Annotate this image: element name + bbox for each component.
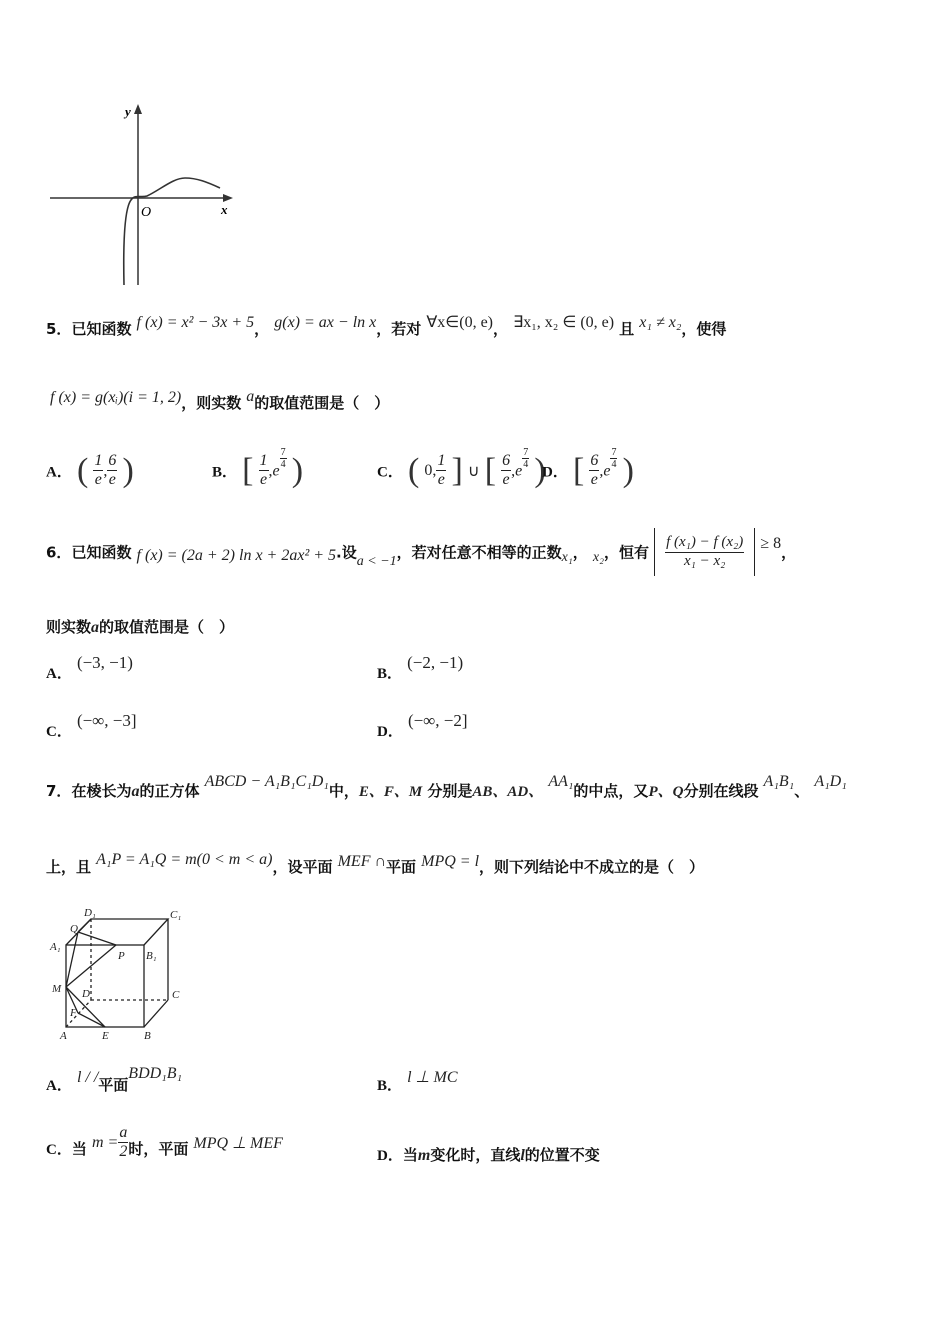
exp-7-4: $\frac{7}{4}$: [523, 446, 529, 471]
q5-f-def: f (x) = x² − 3x + 5: [136, 314, 255, 331]
paren-right: ): [291, 451, 304, 489]
comma: ,: [599, 462, 604, 480]
q6-sep: ，: [572, 543, 588, 562]
q6-difference-quotient: $\frac{\text{f (x₁) − f (x₂)}}{\text{x₁ − x₂}}$: [666, 534, 744, 569]
q5-option-a-label: A．: [46, 464, 72, 481]
q7-option-d-text-3: 的位置不变: [524, 1146, 600, 1164]
q5-line1: [46, 314, 727, 339]
q5-forall: ∀x∈(0, e): [426, 314, 493, 331]
q7-condition: A₁P = A₁Q = m(0 < m < a): [96, 851, 273, 868]
q5-var-a: a: [246, 388, 255, 405]
frac-6-e: $\frac{6}{e}$: [108, 452, 117, 489]
label-e: E: [102, 1030, 109, 1042]
union: ∪: [467, 462, 480, 480]
paren-right: ): [122, 451, 134, 489]
q7-option-d-label: D．: [377, 1148, 403, 1164]
q7-option-d-text-2: 变化时，直线: [430, 1146, 521, 1164]
q5-text-2: ，若对: [376, 320, 422, 338]
q7-option-c-text-2: 时，平面: [128, 1140, 189, 1159]
bracket-left: [: [484, 451, 497, 489]
label-a1: A₁: [50, 941, 61, 953]
bracket-left: [: [242, 451, 254, 489]
paren-left: (: [76, 451, 89, 489]
q6-option-a-label: A．: [46, 666, 72, 682]
q7-text-2: 的正方体: [139, 782, 200, 800]
q7-var-a: a: [131, 783, 140, 800]
q5-text-6: 的取值范围是（ ）: [254, 394, 390, 412]
q7-option-b[interactable]: [377, 1066, 458, 1094]
q7-option-c-relation: MPQ ⊥ MEF: [193, 1134, 283, 1152]
q5-option-a[interactable]: [46, 452, 134, 502]
q7-cube: ABCD − A₁B₁C₁D₁: [204, 773, 329, 790]
top-back-edge: [66, 919, 168, 945]
q7-aa1: AA₁: [548, 773, 574, 790]
q6-text-2: .设: [336, 543, 357, 562]
q6-option-d-value: (−∞, −2]: [407, 711, 468, 730]
frac-6-e: $\frac{6}{e}$: [590, 452, 599, 489]
paren-left: (: [407, 451, 420, 489]
e-base: e: [603, 462, 611, 480]
function-graph: [45, 100, 245, 290]
q6-line2: [46, 616, 234, 637]
exp-7-4: $\frac{7}{4}$: [611, 446, 617, 471]
q6-text-1: 已知函数: [71, 543, 132, 562]
q5-exists: ∃x₁, x₂ ∈ (0, e): [513, 314, 615, 331]
label-m: M: [52, 983, 62, 995]
q6-option-d[interactable]: [377, 710, 468, 740]
q6-var-a: a: [91, 619, 100, 636]
q6-option-c[interactable]: [46, 710, 137, 740]
q7-text-5: 的中点，又: [573, 782, 649, 800]
label-c1: C₁: [170, 909, 182, 921]
q7-text-1: 在棱长为: [71, 782, 132, 800]
q6-option-c-label: C．: [46, 724, 72, 740]
q6-text-3: ，若对任意不相等的正数: [396, 543, 562, 562]
q7-line2: [46, 851, 705, 877]
q5-sep-1: ，: [254, 320, 270, 338]
bracket-left: [: [572, 451, 585, 489]
e-base: e: [272, 462, 280, 480]
q6-text-4: ，恒有: [603, 543, 649, 562]
q6-option-b[interactable]: [377, 652, 464, 682]
line-q-p: [78, 932, 116, 945]
q7-option-b-math: l ⊥ MC: [407, 1069, 458, 1086]
q7-text-4: 分别是: [427, 782, 473, 800]
q7-pq: P、Q: [648, 784, 684, 800]
q6-text-6: 则实数: [46, 618, 92, 636]
x-label: x: [221, 202, 228, 217]
q6-number: 6．: [46, 543, 72, 562]
q7-text-3: 中，: [328, 782, 359, 800]
e-base: e: [515, 462, 523, 480]
paren-right: ): [534, 451, 546, 489]
origin-label: O: [141, 205, 152, 220]
q7-abad: AB、AD、: [472, 784, 544, 800]
q7-mpq: MPQ = l: [421, 853, 480, 870]
q7-text-10: 平面: [386, 858, 417, 876]
frac-1-e: $\frac{1}{e}$: [437, 452, 446, 489]
label-d1: D₁: [84, 907, 96, 919]
q7-option-d[interactable]: [377, 1144, 600, 1165]
q6-option-d-label: D．: [377, 724, 403, 740]
q5-text-3: 且: [619, 320, 635, 338]
q7-line1: [46, 773, 847, 801]
comma: ,: [268, 462, 273, 480]
label-a: A: [60, 1030, 67, 1042]
q6-text-7: 的取值范围是（ ）: [99, 618, 235, 636]
q5-line2: [50, 388, 390, 413]
q6-option-c-value: (−∞, −3]: [76, 711, 137, 730]
q7-number: 7．: [46, 782, 72, 800]
q5-option-d-label: D．: [542, 464, 568, 481]
frac-1-e: $\frac{1}{e}$: [94, 452, 103, 489]
q7-option-a-label: A．: [46, 1078, 72, 1094]
q7-a1b1: A₁B₁: [763, 773, 795, 790]
q7-mef: MEF ∩: [337, 853, 387, 870]
comma: ,: [511, 462, 516, 480]
q6-option-b-value: (−2, −1): [407, 653, 464, 672]
q7-text-6: 分别在线段: [683, 782, 759, 800]
x-axis-arrow: [223, 194, 233, 202]
label-d: D: [82, 988, 90, 1000]
q7-option-c[interactable]: [46, 1124, 283, 1174]
q7-option-d-l: l: [520, 1147, 525, 1164]
q7-option-c-text-1: 当: [71, 1140, 87, 1159]
q7-option-a-plane: BDD₁B₁: [128, 1065, 183, 1082]
y-label: y: [125, 104, 131, 119]
label-b: B: [144, 1030, 151, 1042]
paren-right: ): [622, 451, 634, 489]
q6-option-b-label: B．: [377, 666, 403, 682]
comma: ,: [103, 462, 108, 480]
q7-option-d-m: m: [417, 1147, 431, 1164]
q5-option-d[interactable]: [542, 446, 634, 502]
abs-bar-right: [754, 528, 755, 576]
q5-neq: x₁ ≠ x₂: [639, 314, 682, 331]
q5-option-c-label: C．: [377, 464, 403, 481]
q7-text-9: ，设平面: [272, 858, 333, 876]
label-c: C: [172, 989, 180, 1001]
q7-option-b-label: B．: [377, 1078, 403, 1094]
q6-x1: x₁: [561, 550, 573, 565]
q6-f-def: f (x) = (2a + 2) ln x + 2ax² + 5: [136, 547, 337, 564]
q7-option-d-text-1: 当: [402, 1146, 418, 1164]
q7-text-11: ，则下列结论中不成立的是（ ）: [479, 858, 705, 876]
frac-a-2: $\frac{a}{2}$: [119, 1124, 128, 1161]
label-b1: B₁: [146, 950, 157, 962]
q7-option-c-m: m =: [91, 1133, 119, 1151]
q6-x2: x₂: [592, 550, 604, 565]
q5-option-c[interactable]: [377, 446, 546, 502]
q5-option-b[interactable]: [212, 446, 304, 502]
q5-condition: f (x) = g(xᵢ)(i = 1, 2): [50, 389, 182, 406]
cube-figure: [46, 905, 196, 1045]
q6-option-a-value: (−3, −1): [76, 653, 133, 672]
q7-option-c-label: C．: [46, 1142, 72, 1159]
q7-text-8: 上，且: [46, 858, 92, 876]
y-axis-arrow: [134, 104, 142, 114]
q5-g-def: g(x) = ax − ln x: [274, 314, 377, 331]
label-p: P: [118, 950, 125, 962]
line-f-e: [78, 1013, 105, 1027]
exp-7-4: $\frac{7}{4}$: [280, 446, 286, 471]
q7-text-7: 、: [794, 782, 810, 800]
label-f: F: [70, 1007, 77, 1019]
front-face: [66, 945, 144, 1027]
q5-text-5: ，则实数: [181, 394, 242, 412]
q7-option-a[interactable]: [46, 1065, 183, 1094]
line-q-d1: [78, 919, 91, 932]
bottom-right-edge: [144, 1000, 168, 1027]
q7-efm: E、F、M: [358, 784, 423, 800]
q6-line1: [46, 528, 796, 584]
q7-option-a-math: l / /: [76, 1069, 99, 1086]
q5-text-1: 已知函数: [71, 320, 132, 338]
q7-option-a-text: 平面: [98, 1076, 129, 1094]
q6-option-a[interactable]: [46, 652, 133, 682]
q5-number: 5．: [46, 320, 72, 338]
zero: 0,: [424, 461, 437, 479]
q5-text-4: ，使得: [681, 320, 727, 338]
q5-option-b-label: B．: [212, 464, 238, 481]
q6-text-5: ，: [781, 543, 797, 562]
frac-1-e: $\frac{1}{e}$: [259, 452, 268, 489]
frac-6-e: $\frac{6}{e}$: [502, 452, 511, 489]
q5-sep-2: ，: [493, 320, 509, 338]
label-q: Q: [70, 923, 78, 935]
bracket-right: ]: [451, 451, 463, 489]
q6-ge: ≥ 8: [760, 535, 782, 552]
q7-a1d1: A₁D₁: [814, 773, 847, 790]
q6-condition: a < −1: [356, 554, 397, 569]
